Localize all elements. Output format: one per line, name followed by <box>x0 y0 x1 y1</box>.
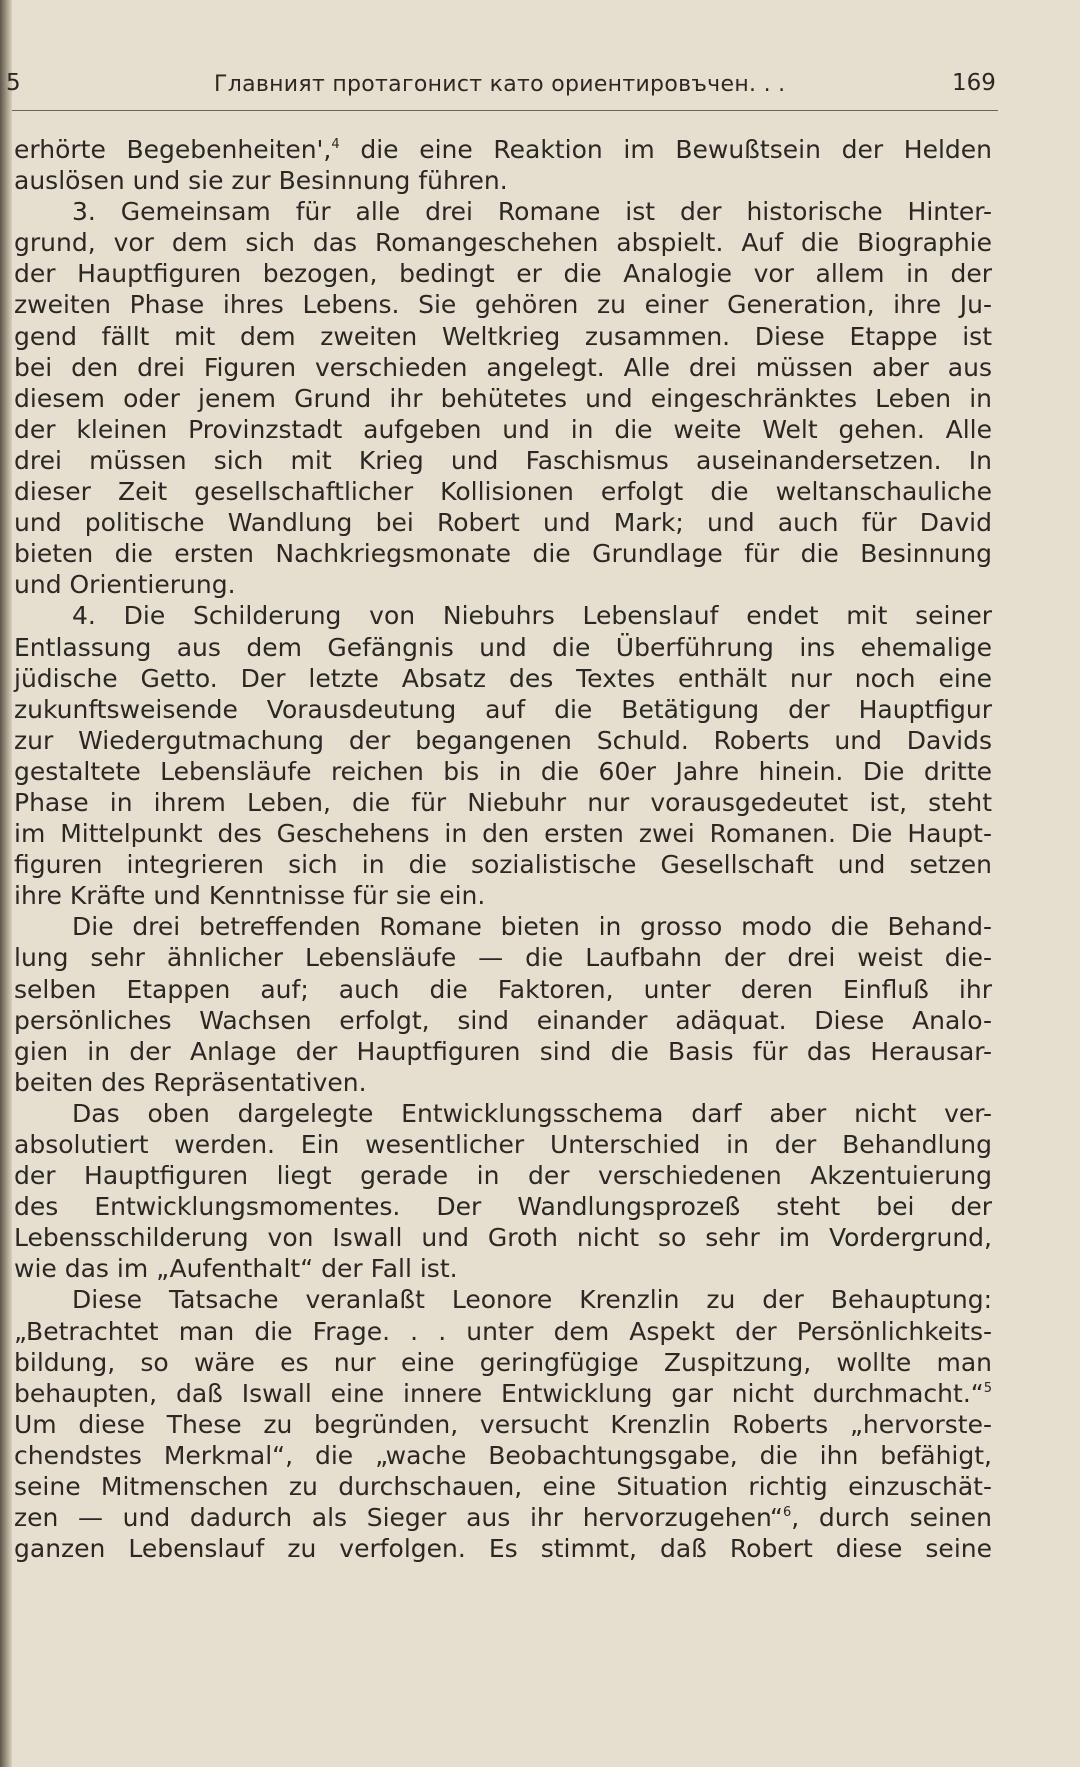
text-line <box>14 1222 992 1253</box>
page-header <box>0 70 1000 110</box>
text-line <box>14 1502 992 1533</box>
text-line <box>14 1098 992 1129</box>
text-line <box>14 787 992 818</box>
text-line <box>14 600 992 631</box>
text-line <box>14 445 992 476</box>
text-line-content: grund, vor dem sich das Romangeschehen abspielt. Auf die Biographie <box>14 228 992 258</box>
text-line-content: bieten die ersten Nachkriegsmonate die Grundlage für die Besinnung <box>14 539 992 569</box>
text-line-content: drei müssen sich mit Krieg und Faschismus auseinandersetzen. In <box>14 445 992 475</box>
text-line-content: des Entwicklungsmomentes. Der Wandlungsprozeß steht bei der <box>14 1192 992 1222</box>
text-line <box>14 849 992 880</box>
text-line-content: der Hauptfiguren bezogen, bedingt er die Analogie vor allem in der <box>14 259 992 289</box>
text-line <box>14 538 992 569</box>
text-line-content: „Betrachtet man die Frage. . . unter dem Aspekt der Persönlichkeits- <box>14 1316 992 1346</box>
text-line <box>14 1067 992 1098</box>
text-line <box>14 1533 992 1564</box>
footnote-marker: 6 <box>782 1505 792 1521</box>
text-line <box>14 1191 992 1222</box>
text-line <box>14 196 992 227</box>
text-line-content: ganzen Lebenslauf zu verfolgen. Es stimmt, daß Robert diese seine <box>14 1534 992 1564</box>
text-line <box>14 1005 992 1036</box>
text-line <box>14 1160 992 1191</box>
text-line-content: bei den drei Figuren verschieden angelegt. Alle drei müssen aber aus <box>14 352 992 382</box>
text-line <box>14 1284 992 1315</box>
footnote-marker: 5 <box>983 1380 992 1396</box>
text-line-content: chendstes Merkmal“, die „wache Beobachtungsgabe, die ihn befähigt, <box>14 1440 992 1470</box>
text-line <box>14 942 992 973</box>
text-line-content: wie das im „Aufenthalt“ der Fall ist. <box>14 1254 458 1284</box>
text-line <box>14 974 992 1005</box>
text-line <box>14 694 992 725</box>
text-line <box>14 476 992 507</box>
text-line-content: Um diese These zu begründen, versucht Krenzlin Roberts „hervorste- <box>14 1409 992 1439</box>
text-line-content: persönliches Wachsen erfolgt, sind einander adäquat. Diese Analo- <box>14 1005 992 1035</box>
text-line <box>14 632 992 663</box>
text-line <box>14 569 992 600</box>
text-line-content: jüdische Getto. Der letzte Absatz des Textes enthält nur noch eine <box>14 663 992 693</box>
text-line-content: erhörte Begebenheiten', <box>14 135 332 164</box>
text-line <box>14 725 992 756</box>
text-line-content: der kleinen Provinzstadt aufgeben und in die weite Welt gehen. Alle <box>14 414 992 444</box>
page-number: 169 <box>952 70 996 96</box>
text-line <box>14 507 992 538</box>
text-line-content: Das oben dargelegte Entwicklungsschema darf aber nicht ver- <box>72 1098 992 1128</box>
header-rule <box>12 110 998 111</box>
text-line-content: zukunftsweisende Vorausdeutung auf die Betätigung der Hauptfigur <box>14 694 992 724</box>
text-line <box>14 227 992 258</box>
text-line-content: gend fällt mit dem zweiten Weltkrieg zusammen. Diese Etappe ist <box>14 321 992 351</box>
text-line-content: 4. Die Schilderung von Niebuhrs Lebenslauf endet mit seiner <box>72 601 992 631</box>
text-line-content: seine Mitmenschen zu durchschauen, eine Situation richtig einzuschät- <box>14 1472 992 1502</box>
text-line-content: auslösen und sie zur Besinnung führen. <box>14 166 508 196</box>
text-line-content: und politische Wandlung bei Robert und Mark; und auch für David <box>14 508 992 538</box>
text-line <box>14 134 992 165</box>
text-line <box>14 756 992 787</box>
text-line <box>14 1316 992 1347</box>
text-line-content: gestaltete Lebensläufe reichen bis in die 60er Jahre hinein. Die dritte <box>14 756 992 786</box>
text-line-content: zweiten Phase ihres Lebens. Sie gehören zu einer Generation, ihre Ju- <box>14 290 992 320</box>
text-line-content: der Hauptfiguren liegt gerade in der verschiedenen Akzentuierung <box>14 1161 992 1191</box>
text-line-content: beiten des Repräsentativen. <box>14 1067 367 1097</box>
text-line-content: Phase in ihrem Leben, die für Niebuhr nur vorausgedeutet ist, steht <box>14 787 992 817</box>
text-line <box>14 880 992 911</box>
text-line <box>14 1409 992 1440</box>
text-line-content: gien in der Anlage der Hauptfiguren sind die Basis für das Herausar- <box>14 1036 992 1066</box>
text-line-content: behaupten, daß Iswall eine innere Entwicklung gar nicht durchmacht.“ <box>14 1378 984 1408</box>
text-line-content: ihre Kräfte und Kenntnisse für sie ein. <box>14 881 486 911</box>
text-line <box>14 414 992 445</box>
left-margin-number: 5 <box>6 70 21 96</box>
text-line-content: absolutiert werden. Ein wesentlicher Unterschied in der Behandlung <box>14 1130 992 1159</box>
text-line-continuation: , durch seinen <box>791 1503 992 1533</box>
text-line-content: zen — und dadurch als Sieger aus ihr hervorzugehen“ <box>14 1503 783 1533</box>
text-line-content: selben Etappen auf; auch die Faktoren, unter deren Einfluß ihr <box>14 974 992 1004</box>
text-line-content: im Mittelpunkt des Geschehens in den ersten zwei Romanen. Die Haupt- <box>14 819 992 849</box>
text-line <box>14 1378 992 1409</box>
text-line-content: Entlassung aus dem Gefängnis und die Überführung ins ehemalige <box>14 632 992 662</box>
text-line <box>14 1347 992 1378</box>
footnote-marker: 4 <box>331 137 340 152</box>
body-text <box>14 134 992 1564</box>
text-line <box>14 1471 992 1502</box>
text-line <box>14 321 992 352</box>
text-line <box>14 165 992 196</box>
text-line-continuation: die eine Reaktion im Bewußtsein der Helden <box>339 135 992 164</box>
text-line-content: Die drei betreffenden Romane bieten in grosso modo die Behand- <box>72 912 992 942</box>
running-title: Главният протагонист като ориентировъчен. . . <box>214 72 786 97</box>
page-edge-shadow <box>0 0 12 1767</box>
text-line-content: Diese Tatsache veranlaßt Leonore Krenzlin zu der Behauptung: <box>72 1285 992 1315</box>
text-line-content: 3. Gemeinsam für alle drei Romane ist der historische Hinter- <box>72 197 992 227</box>
text-line-content: Lebensschilderung von Iswall und Groth nicht so sehr im Vordergrund, <box>14 1223 992 1253</box>
text-line <box>14 352 992 383</box>
text-line-content: zur Wiedergutmachung der begangenen Schuld. Roberts und Davids <box>14 725 992 755</box>
text-line <box>14 1440 992 1471</box>
text-line <box>14 383 992 414</box>
text-line-content: figuren integrieren sich in die sozialistische Gesellschaft und setzen <box>14 850 992 880</box>
text-line <box>14 818 992 849</box>
text-line-content: dieser Zeit gesellschaftlicher Kollisionen erfolgt die weltanschauliche <box>14 477 992 507</box>
text-line <box>14 289 992 320</box>
text-line-content: diesem oder jenem Grund ihr behütetes und eingeschränktes Leben in <box>14 383 992 413</box>
text-line-content: bildung, so wäre es nur eine geringfügige Zuspitzung, wollte man <box>14 1347 992 1377</box>
text-line-content: und Orientierung. <box>14 570 236 600</box>
text-line <box>14 663 992 694</box>
text-line <box>14 1129 992 1160</box>
text-line <box>14 1036 992 1067</box>
text-line-content: lung sehr ähnlicher Lebensläufe — die Laufbahn der drei weist die- <box>14 943 992 973</box>
text-line <box>14 911 992 942</box>
text-line <box>14 258 992 289</box>
text-line <box>14 1253 992 1284</box>
